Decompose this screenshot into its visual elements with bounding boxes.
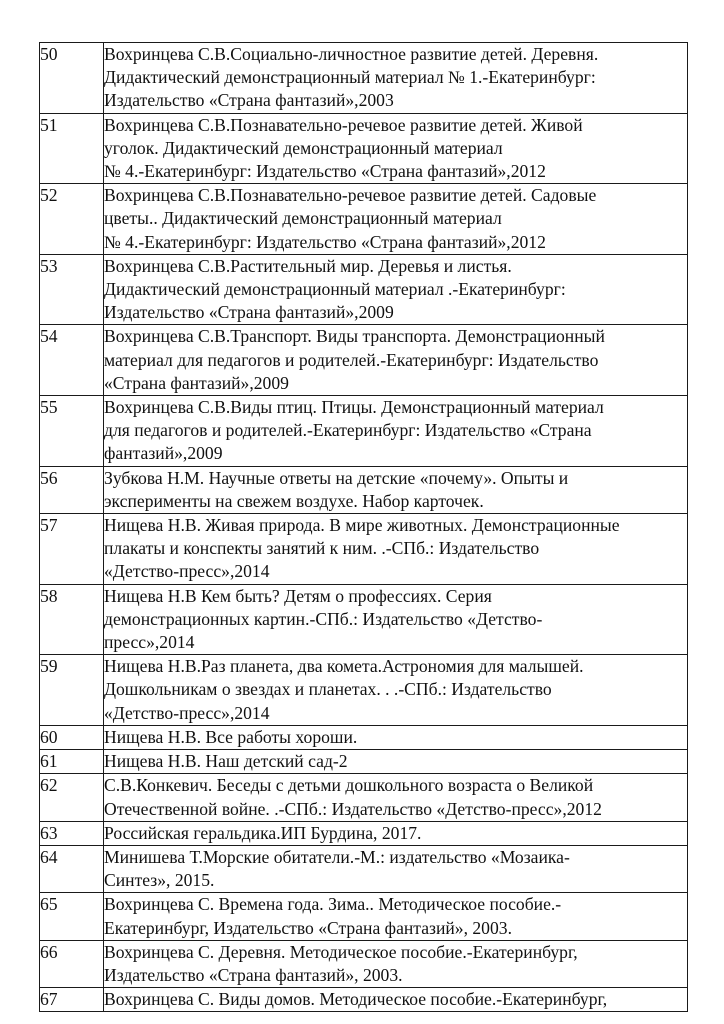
- citation-line: Российская геральдика.ИП Бурдина, 2017.: [104, 822, 422, 843]
- table-row: [40, 466, 688, 513]
- table-row: [40, 514, 688, 585]
- citation-cell: [104, 988, 688, 1012]
- citation-cell: [104, 655, 688, 726]
- citation-line: Зубкова Н.М. Научные ответы на детские «почему». Опыты и: [104, 467, 569, 488]
- row-number: 66: [40, 940, 104, 987]
- citation-line: Дидактический демонстрационный материал № 1.-Екатеринбург:: [104, 67, 596, 88]
- citation-cell: [104, 774, 688, 821]
- citation-line: Вохринцева С.В.Познавательно-речевое развитие детей. Садовые: [104, 185, 597, 206]
- row-number: 53: [40, 254, 104, 325]
- citation-line: «Детство-пресс»,2014: [104, 561, 270, 582]
- citation-cell: [104, 325, 688, 396]
- table-row: [40, 845, 688, 892]
- citation-line: демонстрационных картин.-СПб.: Издательство «Детство-: [104, 608, 543, 629]
- citation-line: для педагогов и родителей.-Екатеринбург: Издательство «Страна: [104, 420, 592, 441]
- citation-line: Нищева Н.В. Наш детский сад-2: [104, 751, 348, 772]
- citation-line: Нищева Н.В. Живая природа. В мире животных. Демонстрационные: [104, 515, 620, 536]
- table-row: [40, 584, 688, 655]
- citation-line: Екатеринбург, Издательство «Страна фантазий», 2003.: [104, 917, 512, 938]
- table-row: [40, 940, 688, 987]
- row-number: 61: [40, 750, 104, 774]
- citation-line: Вохринцева С.В.Транспорт. Виды транспорта. Демонстрационный: [104, 326, 605, 347]
- citation-line: эксперименты на свежем воздухе. Набор карточек.: [104, 490, 484, 511]
- table-row: [40, 254, 688, 325]
- citation-line: Вохринцева С.В.Познавательно-речевое развитие детей. Живой: [104, 114, 583, 135]
- citation-cell: [104, 940, 688, 987]
- row-number: 62: [40, 774, 104, 821]
- citation-cell: [104, 43, 688, 114]
- row-number: 60: [40, 725, 104, 749]
- citation-line: плакаты и конспекты занятий к ним. .-СПб.: Издательство: [104, 538, 540, 559]
- citation-line: Синтез», 2015.: [104, 870, 215, 891]
- citation-line: фантазий»,2009: [104, 443, 223, 464]
- citation-line: цветы.. Дидактический демонстрационный материал: [104, 208, 502, 229]
- citation-line: Нищева Н.В Кем быть? Детям о профессиях. Серия: [104, 585, 492, 606]
- citation-line: уголок. Дидактический демонстрационный материал: [104, 137, 503, 158]
- row-number: 56: [40, 466, 104, 513]
- citation-cell: [104, 725, 688, 749]
- citation-line: пресс»,2014: [104, 632, 195, 653]
- table-row: [40, 396, 688, 467]
- row-number: 54: [40, 325, 104, 396]
- table-row: [40, 893, 688, 940]
- table-row: [40, 325, 688, 396]
- citation-line: Издательство «Страна фантазий»,2009: [104, 302, 394, 323]
- citation-cell: [104, 584, 688, 655]
- row-number: 51: [40, 113, 104, 184]
- row-number: 50: [40, 43, 104, 114]
- citation-line: Нищева Н.В. Все работы хороши.: [104, 726, 358, 747]
- citation-cell: [104, 514, 688, 585]
- table-row: [40, 725, 688, 749]
- citation-cell: [104, 396, 688, 467]
- citation-line: Вохринцева С. Виды домов. Методическое пособие.-Екатеринбург,: [104, 989, 608, 1010]
- citation-cell: [104, 750, 688, 774]
- citation-cell: [104, 113, 688, 184]
- citation-line: № 4.-Екатеринбург: Издательство «Страна фантазий»,2012: [104, 161, 546, 182]
- table-row: [40, 43, 688, 114]
- table-row: [40, 750, 688, 774]
- citation-line: Дошкольникам о звездах и планетах. . .-СПб.: Издательство: [104, 679, 552, 700]
- row-number: 58: [40, 584, 104, 655]
- citation-line: Вохринцева С.В.Растительный мир. Деревья и листья.: [104, 255, 512, 276]
- bibliography-table: [39, 42, 688, 1012]
- citation-line: Минишева Т.Морские обитатели.-М.: издательство «Мозаика-: [104, 846, 570, 867]
- citation-cell: [104, 184, 688, 255]
- citation-line: Вохринцева С. Деревня. Методическое пособие.-Екатеринбург,: [104, 941, 578, 962]
- citation-cell: [104, 821, 688, 845]
- citation-line: «Страна фантазий»,2009: [104, 372, 289, 393]
- citation-cell: [104, 845, 688, 892]
- citation-cell: [104, 254, 688, 325]
- citation-cell: [104, 466, 688, 513]
- row-number: 63: [40, 821, 104, 845]
- citation-line: Вохринцева С.В.Социально-личностное развитие детей. Деревня.: [104, 44, 599, 64]
- row-number: 65: [40, 893, 104, 940]
- citation-line: «Детство-пресс»,2014: [104, 702, 270, 723]
- table-row: [40, 774, 688, 821]
- table-row: [40, 113, 688, 184]
- citation-line: Вохринцева С. Времена года. Зима.. Методическое пособие.-: [104, 894, 562, 915]
- bibliography-body: [40, 43, 688, 1012]
- citation-line: Издательство «Страна фантазий»,2003: [104, 90, 394, 111]
- row-number: 67: [40, 988, 104, 1012]
- citation-line: С.В.Конкевич. Беседы с детьми дошкольного возраста о Великой: [104, 775, 594, 796]
- citation-line: № 4.-Екатеринбург: Издательство «Страна фантазий»,2012: [104, 231, 546, 252]
- table-row: [40, 655, 688, 726]
- row-number: 52: [40, 184, 104, 255]
- table-row: [40, 184, 688, 255]
- row-number: 64: [40, 845, 104, 892]
- citation-line: материал для педагогов и родителей.-Екатеринбург: Издательство: [104, 349, 599, 370]
- table-row: [40, 988, 688, 1012]
- row-number: 59: [40, 655, 104, 726]
- citation-line: Отечественной войне. .-СПб.: Издательство «Детство-пресс»,2012: [104, 798, 602, 819]
- citation-cell: [104, 893, 688, 940]
- row-number: 57: [40, 514, 104, 585]
- citation-line: Вохринцева С.В.Виды птиц. Птицы. Демонстрационный материал: [104, 397, 604, 418]
- table-row: [40, 821, 688, 845]
- citation-line: Дидактический демонстрационный материал .-Екатеринбург:: [104, 279, 566, 300]
- citation-line: Нищева Н.В.Раз планета, два комета.Астрономия для малышей.: [104, 656, 584, 677]
- row-number: 55: [40, 396, 104, 467]
- citation-line: Издательство «Страна фантазий», 2003.: [104, 964, 403, 985]
